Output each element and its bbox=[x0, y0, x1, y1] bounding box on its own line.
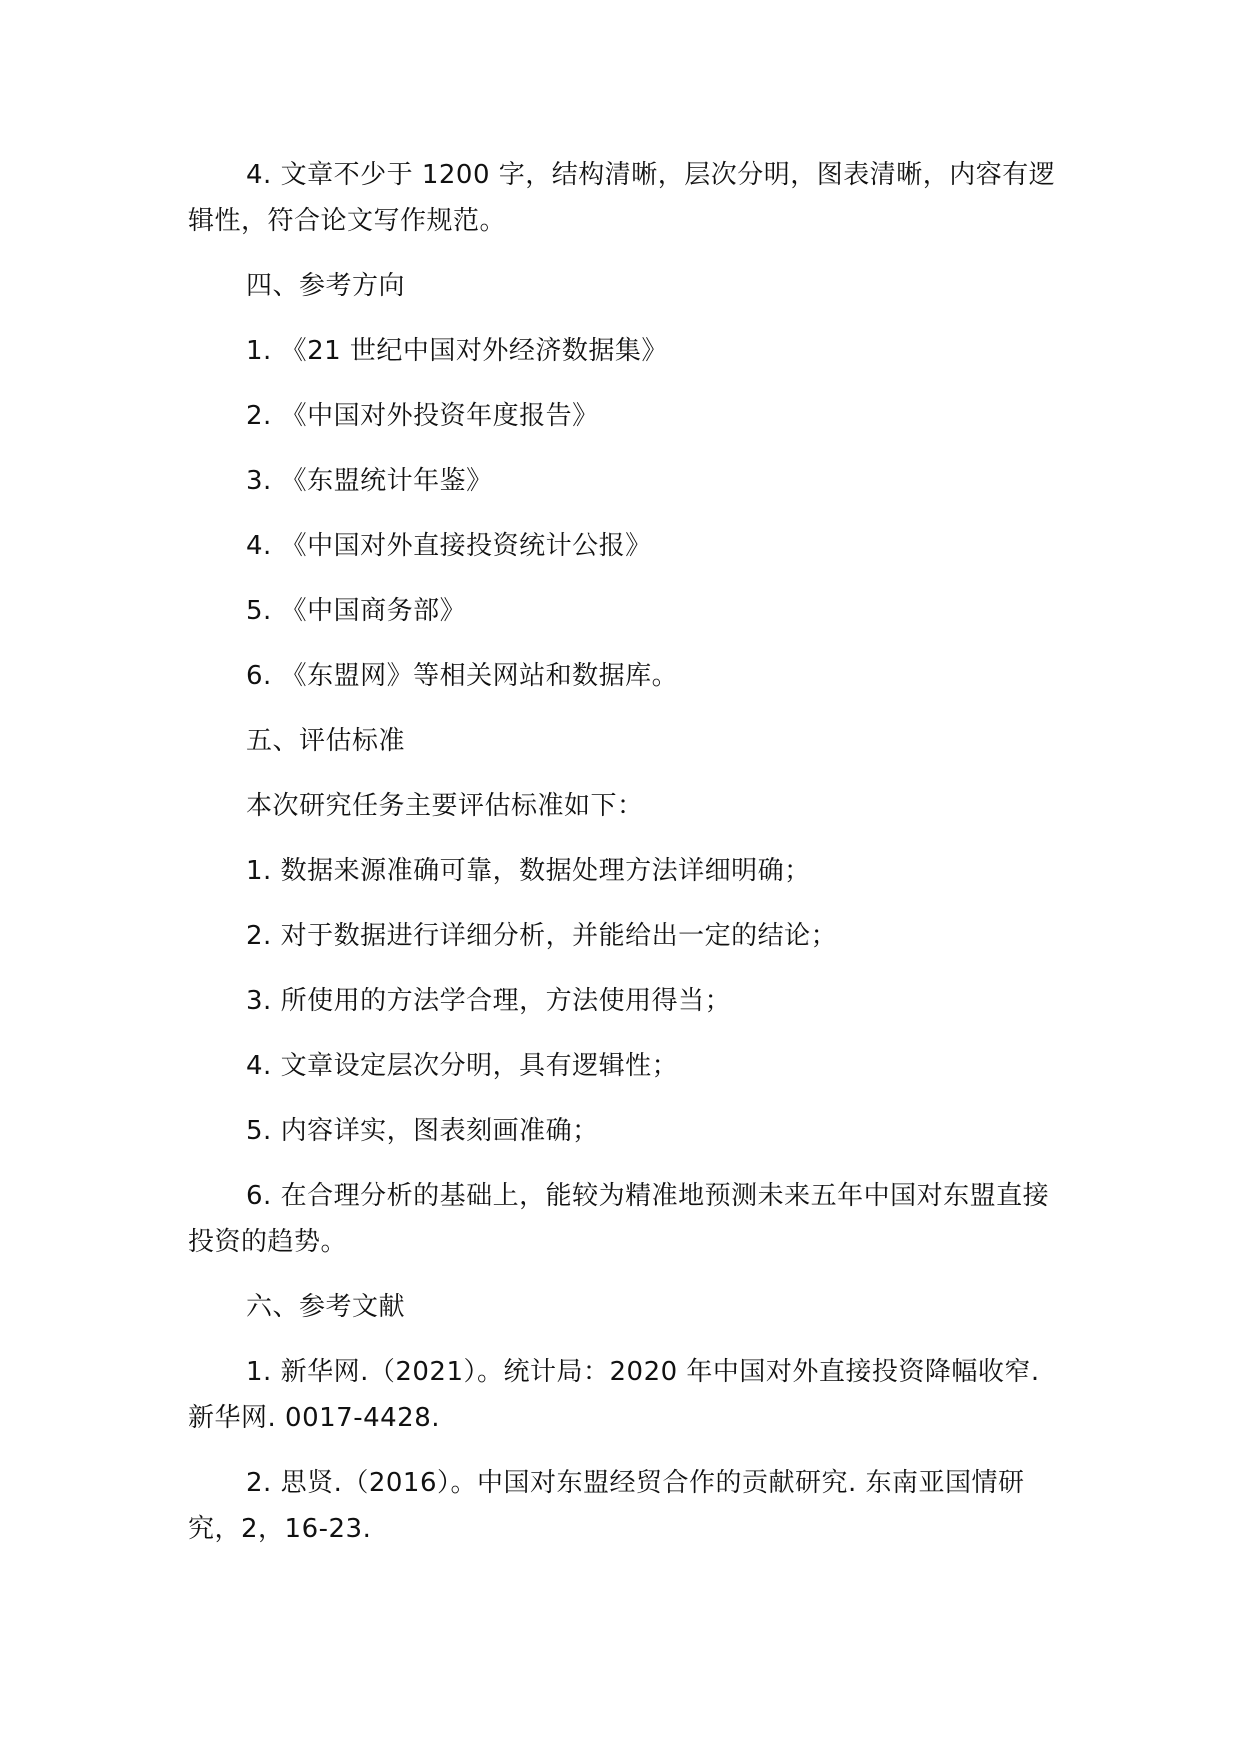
reference-direction-item: 2. 《中国对外投资年度报告》 bbox=[246, 401, 599, 431]
evaluation-intro: 本次研究任务主要评估标准如下： bbox=[246, 791, 644, 821]
section-heading-reference-directions: 四、参考方向 bbox=[246, 271, 406, 301]
evaluation-criterion-item: 4. 文章设定层次分明，具有逻辑性； bbox=[246, 1051, 679, 1081]
reference-direction-item: 1. 《21 世纪中国对外经济数据集》 bbox=[246, 336, 668, 366]
evaluation-criterion-item: 6. 在合理分析的基础上，能较为精准地预测未来五年中国对东盟直接投资的趋势。 bbox=[188, 1181, 1050, 1257]
paragraph-requirement-4: 4. 文章不少于 1200 字，结构清晰，层次分明，图表清晰，内容有逻辑性，符合论文写作规范。 bbox=[188, 160, 1056, 236]
evaluation-criterion-item: 1. 数据来源准确可靠，数据处理方法详细明确； bbox=[246, 856, 811, 886]
reference-direction-item: 3. 《东盟统计年鉴》 bbox=[246, 466, 493, 496]
reference-entry: 1. 新华网.（2021）。统计局：2020 年中国对外直接投资降幅收窄. 新华网. 0017-4428. bbox=[188, 1357, 1040, 1433]
evaluation-criterion-item: 2. 对于数据进行详细分析，并能给出一定的结论； bbox=[246, 921, 838, 951]
reference-direction-item: 5. 《中国商务部》 bbox=[246, 596, 467, 626]
evaluation-criterion-item: 3. 所使用的方法学合理，方法使用得当； bbox=[246, 986, 732, 1016]
section-heading-references: 六、参考文献 bbox=[246, 1292, 406, 1322]
reference-entry: 2. 思贤.（2016）。中国对东盟经贸合作的贡献研究. 东南亚国情研究，2，16-23. bbox=[188, 1468, 1025, 1544]
evaluation-criterion-item: 5. 内容详实，图表刻画准确； bbox=[246, 1116, 599, 1146]
reference-direction-item: 6. 《东盟网》等相关网站和数据库。 bbox=[246, 661, 679, 691]
reference-direction-item: 4. 《中国对外直接投资统计公报》 bbox=[246, 531, 652, 561]
section-heading-evaluation-criteria: 五、评估标准 bbox=[246, 726, 406, 756]
document-body bbox=[188, 152, 1058, 1571]
